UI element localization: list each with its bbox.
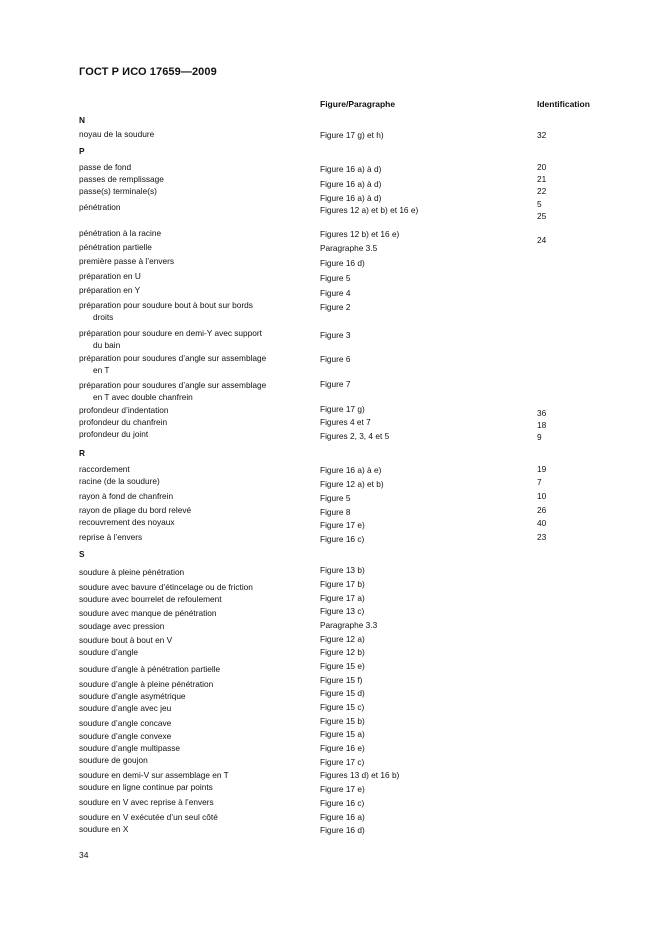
identification-number: 21 bbox=[537, 174, 547, 184]
term: soudure en demi-V sur assemblage en T bbox=[79, 770, 229, 780]
figure-ref: Figure 16 a) à e) bbox=[320, 465, 382, 475]
identification-number: 19 bbox=[537, 464, 547, 474]
section-letter-s: S bbox=[79, 549, 85, 559]
figure-ref: Figure 8 bbox=[320, 507, 351, 517]
identification-number: 22 bbox=[537, 186, 547, 196]
term-continuation: droits bbox=[93, 312, 114, 322]
figure-ref: Figure 12 b) bbox=[320, 647, 365, 657]
column-header-identification: Identification bbox=[537, 99, 590, 109]
term: soudure bout à bout en V bbox=[79, 635, 173, 645]
term: profondeur du joint bbox=[79, 429, 149, 439]
figure-ref: Figure 17 g) bbox=[320, 404, 365, 414]
page-number: 34 bbox=[79, 850, 89, 860]
term-continuation: en T avec double chanfrein bbox=[93, 392, 193, 402]
term: soudure d’angle bbox=[79, 647, 139, 657]
term: recouvrement des noyaux bbox=[79, 517, 175, 527]
figure-ref: Figures 12 a) et b) et 16 e) bbox=[320, 205, 419, 215]
identification-number: 10 bbox=[537, 491, 547, 501]
term: soudure d’angle à pleine pénétration bbox=[79, 679, 214, 689]
term: soudure avec manque de pénétration bbox=[79, 608, 217, 618]
identification-number: 36 bbox=[537, 408, 547, 418]
term: préparation en U bbox=[79, 271, 141, 281]
figure-ref: Figure 15 a) bbox=[320, 729, 365, 739]
term: profondeur d’indentation bbox=[79, 405, 169, 415]
term: soudure d’angle multipasse bbox=[79, 743, 181, 753]
identification-number: 7 bbox=[537, 477, 542, 487]
identification-number: 5 bbox=[537, 199, 542, 209]
figure-ref: Figure 17 g) et h) bbox=[320, 130, 384, 140]
figure-ref: Figure 17 e) bbox=[320, 520, 365, 530]
figure-ref: Figure 17 e) bbox=[320, 784, 365, 794]
term: soudure d’angle concave bbox=[79, 718, 172, 728]
figure-ref: Figure 15 f) bbox=[320, 675, 363, 685]
identification-number: 32 bbox=[537, 130, 547, 140]
term: préparation en Y bbox=[79, 285, 141, 295]
term: préparation pour soudure bout à bout sur bords bbox=[79, 300, 253, 310]
term: profondeur du chanfrein bbox=[79, 417, 168, 427]
term: soudure en V avec reprise à l’envers bbox=[79, 797, 214, 807]
term: soudure d’angle convexe bbox=[79, 731, 172, 741]
term: soudure en X bbox=[79, 824, 129, 834]
term: soudure à pleine pénétration bbox=[79, 567, 185, 577]
identification-number: 40 bbox=[537, 518, 547, 528]
figure-ref: Figure 17 c) bbox=[320, 757, 365, 767]
term: préparation pour soudure en demi-Y avec support bbox=[79, 328, 262, 338]
term: soudure avec bavure d’étincelage ou de friction bbox=[79, 582, 253, 592]
document-title: ГОСТ Р ИСО 17659—2009 bbox=[79, 66, 217, 78]
term: préparation pour soudures d’angle sur assemblage bbox=[79, 380, 267, 390]
figure-ref: Figure 4 bbox=[320, 288, 351, 298]
identification-number: 26 bbox=[537, 505, 547, 515]
figure-ref: Figure 16 e) bbox=[320, 743, 365, 753]
identification-number: 25 bbox=[537, 211, 547, 221]
term: racine (de la soudure) bbox=[79, 476, 160, 486]
section-letter-n: N bbox=[79, 115, 85, 125]
identification-number: 18 bbox=[537, 420, 547, 430]
figure-ref: Figure 17 a) bbox=[320, 593, 365, 603]
term: pénétration bbox=[79, 202, 121, 212]
identification-number: 20 bbox=[537, 162, 547, 172]
figure-ref: Figure 16 a) à d) bbox=[320, 179, 382, 189]
term: première passe à l’envers bbox=[79, 256, 174, 266]
figure-ref: Figure 3 bbox=[320, 330, 351, 340]
section-letter-r: R bbox=[79, 448, 85, 458]
term: rayon de pliage du bord relevé bbox=[79, 505, 192, 515]
identification-number: 24 bbox=[537, 235, 547, 245]
term: soudage avec pression bbox=[79, 621, 165, 631]
figure-ref: Figure 13 c) bbox=[320, 606, 365, 616]
figure-ref: Figure 16 d) bbox=[320, 258, 365, 268]
term: soudure de goujon bbox=[79, 755, 148, 765]
figure-ref: Figure 15 c) bbox=[320, 702, 365, 712]
column-header-figure: Figure/Paragraphe bbox=[320, 99, 396, 109]
term: passe(s) terminale(s) bbox=[79, 186, 157, 196]
figure-ref: Figure 16 c) bbox=[320, 534, 365, 544]
term: soudure en V exécutée d’un seul côté bbox=[79, 812, 218, 822]
term: raccordement bbox=[79, 464, 130, 474]
term: préparation pour soudures d’angle sur assemblage bbox=[79, 353, 267, 363]
figure-ref: Figure 16 d) bbox=[320, 825, 365, 835]
figure-ref: Figure 5 bbox=[320, 273, 351, 283]
identification-number: 23 bbox=[537, 532, 547, 542]
figure-ref: Figure 15 d) bbox=[320, 688, 365, 698]
figure-ref: Figures 12 b) et 16 e) bbox=[320, 229, 400, 239]
figure-ref: Figure 16 a) bbox=[320, 812, 365, 822]
figure-ref: Paragraphe 3.3 bbox=[320, 620, 378, 630]
term: passe de fond bbox=[79, 162, 132, 172]
figure-ref: Figure 6 bbox=[320, 354, 351, 364]
figure-ref: Figure 13 b) bbox=[320, 565, 365, 575]
figure-ref: Figure 16 a) à d) bbox=[320, 164, 382, 174]
figure-ref: Figure 7 bbox=[320, 379, 351, 389]
figure-ref: Figure 15 e) bbox=[320, 661, 365, 671]
section-letter-p: P bbox=[79, 146, 85, 156]
term: soudure d’angle à pénétration partielle bbox=[79, 664, 221, 674]
term: reprise à l’envers bbox=[79, 532, 143, 542]
term: soudure en ligne continue par points bbox=[79, 782, 213, 792]
term-continuation: en T bbox=[93, 365, 110, 375]
figure-ref: Figures 4 et 7 bbox=[320, 417, 371, 427]
term: passes de remplissage bbox=[79, 174, 164, 184]
term: pénétration partielle bbox=[79, 242, 152, 252]
term: pénétration à la racine bbox=[79, 228, 162, 238]
term: soudure d’angle avec jeu bbox=[79, 703, 172, 713]
figure-ref: Figures 13 d) et 16 b) bbox=[320, 770, 400, 780]
term: soudure d’angle asymétrique bbox=[79, 691, 186, 701]
term: soudure avec bourrelet de refoulement bbox=[79, 594, 222, 604]
identification-number: 9 bbox=[537, 432, 542, 442]
figure-ref: Figure 16 a) à d) bbox=[320, 193, 382, 203]
figure-ref: Figure 17 b) bbox=[320, 579, 365, 589]
figure-ref: Figure 12 a) bbox=[320, 634, 365, 644]
figure-ref: Figure 12 a) et b) bbox=[320, 479, 384, 489]
figure-ref: Figure 16 c) bbox=[320, 798, 365, 808]
term: rayon à fond de chanfrein bbox=[79, 491, 174, 501]
figure-ref: Figure 2 bbox=[320, 302, 351, 312]
term-continuation: du bain bbox=[93, 340, 121, 350]
figure-ref: Figure 15 b) bbox=[320, 716, 365, 726]
figure-ref: Figures 2, 3, 4 et 5 bbox=[320, 431, 390, 441]
figure-ref: Figure 5 bbox=[320, 493, 351, 503]
figure-ref: Paragraphe 3.5 bbox=[320, 243, 378, 253]
term: noyau de la soudure bbox=[79, 129, 155, 139]
